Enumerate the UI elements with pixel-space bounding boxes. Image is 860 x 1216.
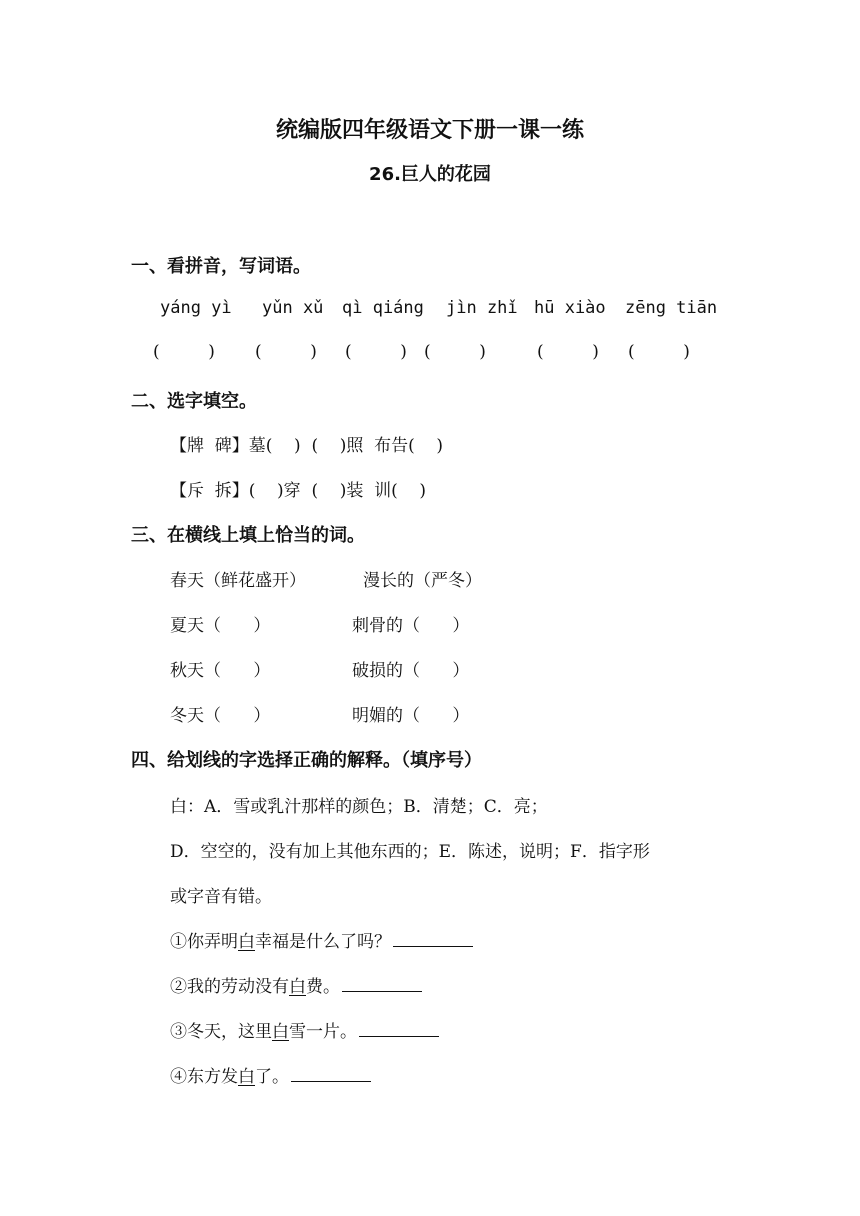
- lesson-title: 26.巨人的花园: [369, 164, 491, 185]
- question-1-underlined-char: 白: [238, 932, 255, 952]
- pinyin-4: jìn zhǐ: [446, 298, 518, 318]
- fill-row-1-right[interactable]: 刺骨的（ ）: [352, 616, 470, 636]
- answer-blank-5[interactable]: ( ): [537, 342, 599, 362]
- pinyin-2: yǔn xǔ: [262, 298, 324, 318]
- pinyin-1: yáng yì: [160, 298, 232, 318]
- fill-row-2-right[interactable]: 破损的（ ）: [352, 661, 470, 681]
- answer-blank-3[interactable]: ( ): [345, 342, 407, 362]
- question-2-pre: ②我的劳动没有: [170, 977, 289, 997]
- section3-heading: 三、在横线上填上恰当的词。: [131, 525, 365, 546]
- page-title: 统编版四年级语文下册一课一练: [275, 118, 584, 143]
- question-4-answer-line[interactable]: [291, 1067, 371, 1082]
- definition-line-1: 白：A．雪或乳汁那样的颜色；B．清楚；C．亮；: [170, 797, 548, 817]
- answer-blank-2[interactable]: ( ): [255, 342, 317, 362]
- question-4-pre: ④东方发: [170, 1067, 238, 1087]
- fill-row-3-left[interactable]: 冬天（ ）: [170, 706, 271, 726]
- question-2-answer-line[interactable]: [342, 977, 422, 992]
- question-1-answer-line[interactable]: [393, 932, 473, 947]
- answer-blank-6[interactable]: ( ): [628, 342, 690, 362]
- question-2-post: 费。: [306, 977, 340, 997]
- definition-line-3: 或字音有错。: [170, 887, 272, 907]
- question-3: [170, 1017, 439, 1042]
- fill-row-2-left[interactable]: 秋天（ ）: [170, 661, 271, 681]
- example-right: 漫长的（严冬）: [363, 571, 482, 591]
- question-1-pre: ①你弄明: [170, 932, 238, 952]
- question-1-post: 幸福是什么了吗？: [255, 932, 391, 952]
- question-4-underlined-char: 白: [238, 1067, 255, 1087]
- section4-heading: 四、给划线的字选择正确的解释。（填序号）: [131, 750, 482, 771]
- pinyin-5: hū xiào: [534, 298, 606, 318]
- section2-heading: 二、选字填空。: [131, 391, 257, 412]
- question-3-answer-line[interactable]: [359, 1022, 439, 1037]
- question-1: [170, 927, 473, 952]
- fill-row-1-left[interactable]: 夏天（ ）: [170, 616, 271, 636]
- answer-blank-4[interactable]: ( ): [424, 342, 486, 362]
- question-4-post: 了。: [255, 1067, 289, 1087]
- pinyin-3: qì qiáng: [342, 298, 424, 318]
- choice-row-2[interactable]: 【斥 拆】( )穿 ( )装 训( ): [170, 481, 427, 501]
- question-4: [170, 1062, 371, 1087]
- pinyin-6: zēng tiān: [625, 298, 718, 318]
- question-2: [170, 972, 422, 997]
- question-3-post: 雪一片。: [289, 1022, 357, 1042]
- section1-heading: 一、看拼音，写词语。: [131, 256, 311, 277]
- question-3-underlined-char: 白: [272, 1022, 289, 1042]
- question-3-pre: ③冬天，这里: [170, 1022, 272, 1042]
- choice-row-1[interactable]: 【牌 碑】墓( ) ( )照 布告( ): [170, 436, 444, 456]
- example-left: 春天（鲜花盛开）: [170, 571, 306, 591]
- question-2-underlined-char: 白: [289, 977, 306, 997]
- fill-row-3-right[interactable]: 明媚的（ ）: [352, 706, 470, 726]
- answer-blank-1[interactable]: ( ): [153, 342, 215, 362]
- definition-line-2: D．空空的，没有加上其他东西的；E．陈述，说明；F．指字形: [170, 842, 650, 862]
